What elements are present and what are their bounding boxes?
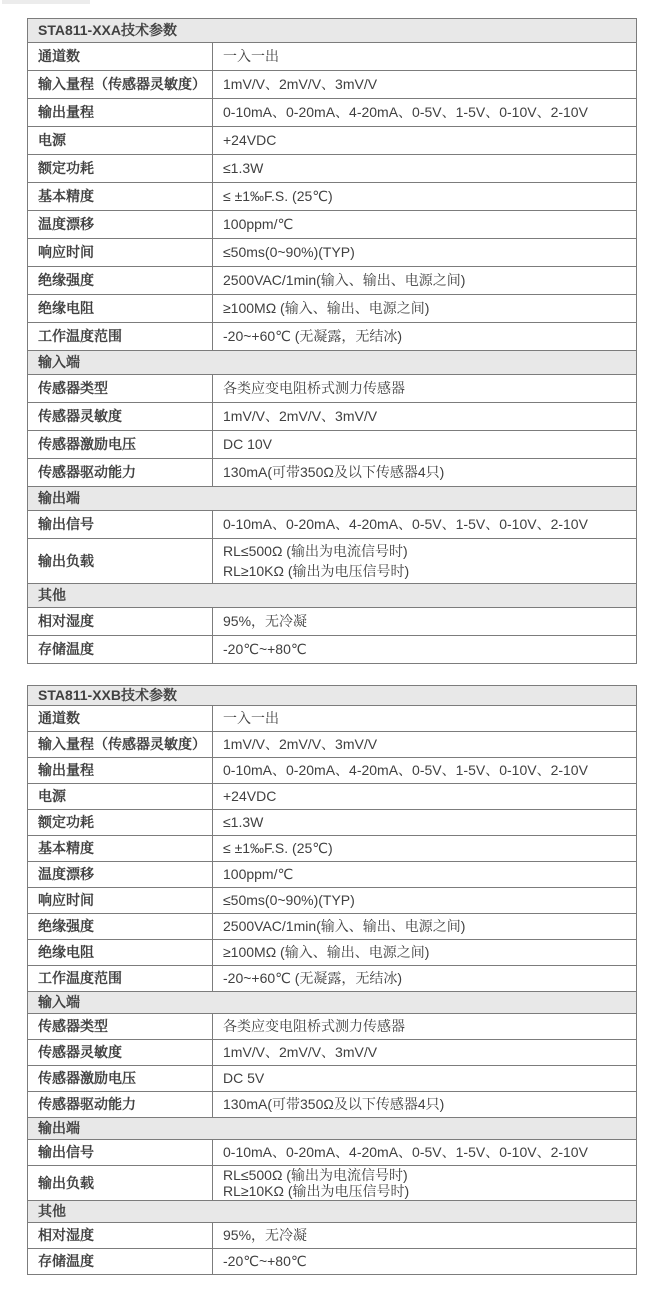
table-row bbox=[28, 686, 637, 706]
param-value bbox=[213, 862, 637, 888]
param-value bbox=[213, 1092, 637, 1118]
param-value bbox=[213, 295, 637, 323]
param-label: 通道数 bbox=[28, 706, 213, 732]
param-value bbox=[213, 1223, 637, 1249]
table-row bbox=[28, 431, 637, 459]
table-title: STA811-XXB技术参数 bbox=[28, 686, 637, 706]
param-value bbox=[213, 636, 637, 664]
param-value-line: 2500VAC/1min(输入、输出、电源之间) bbox=[223, 272, 466, 288]
param-value bbox=[213, 211, 637, 239]
param-value-line: 一入一出 bbox=[223, 710, 279, 726]
table-row bbox=[28, 1249, 637, 1275]
table-row bbox=[28, 1140, 637, 1166]
param-label: 温度漂移 bbox=[28, 211, 213, 239]
param-label: 绝缘电阻 bbox=[28, 940, 213, 966]
param-value-line: RL≥10KΩ (输出为电压信号时) bbox=[223, 1183, 410, 1199]
table-row bbox=[28, 19, 637, 43]
param-value bbox=[213, 888, 637, 914]
param-label: 传感器类型 bbox=[28, 375, 213, 403]
param-value-line: 100ppm/℃ bbox=[223, 216, 294, 232]
section-header: 输入端 bbox=[28, 992, 637, 1014]
table-row bbox=[28, 940, 637, 966]
section-header: 其他 bbox=[28, 584, 637, 608]
param-label: 传感器类型 bbox=[28, 1014, 213, 1040]
param-value-line: 各类应变电阻桥式测力传感器 bbox=[223, 1018, 405, 1034]
table-row bbox=[28, 99, 637, 127]
table-row bbox=[28, 1092, 637, 1118]
param-label: 存储温度 bbox=[28, 636, 213, 664]
table-row bbox=[28, 487, 637, 511]
param-value bbox=[213, 1166, 637, 1201]
table-row bbox=[28, 323, 637, 351]
table-row bbox=[28, 43, 637, 71]
table-row bbox=[28, 608, 637, 636]
param-value bbox=[213, 323, 637, 351]
param-value bbox=[213, 403, 637, 431]
param-value bbox=[213, 71, 637, 99]
table-row bbox=[28, 71, 637, 99]
table-row bbox=[28, 862, 637, 888]
param-value-line: 1mV/V、2mV/V、3mV/V bbox=[223, 408, 378, 424]
param-value-line: 0-10mA、0-20mA、4-20mA、0-5V、1-5V、0-10V、2-10V bbox=[223, 1144, 588, 1160]
param-value bbox=[213, 706, 637, 732]
param-value-line: -20~+60℃ (无凝露，无结冰) bbox=[223, 328, 403, 344]
table-row bbox=[28, 888, 637, 914]
param-value bbox=[213, 183, 637, 211]
param-value-line: 一入一出 bbox=[223, 48, 279, 64]
param-value bbox=[213, 459, 637, 487]
param-value-line: RL≥10KΩ (输出为电压信号时) bbox=[223, 563, 410, 579]
param-label: 响应时间 bbox=[28, 888, 213, 914]
param-label: 传感器灵敏度 bbox=[28, 403, 213, 431]
table-row bbox=[28, 239, 637, 267]
param-value-line: -20℃~+80℃ bbox=[223, 1253, 307, 1269]
param-value bbox=[213, 511, 637, 539]
table-row bbox=[28, 211, 637, 239]
table-row bbox=[28, 966, 637, 992]
table-row bbox=[28, 1223, 637, 1249]
table-row bbox=[28, 1014, 637, 1040]
param-label: 输出量程 bbox=[28, 99, 213, 127]
table-row bbox=[28, 295, 637, 323]
table-row bbox=[28, 375, 637, 403]
param-label: 输出负载 bbox=[28, 539, 213, 584]
param-value bbox=[213, 375, 637, 403]
param-value bbox=[213, 1014, 637, 1040]
param-value-line: 100ppm/℃ bbox=[223, 866, 294, 882]
table-row bbox=[28, 914, 637, 940]
param-label: 绝缘强度 bbox=[28, 914, 213, 940]
param-label: 传感器驱动能力 bbox=[28, 459, 213, 487]
param-value bbox=[213, 784, 637, 810]
param-value-line: 2500VAC/1min(输入、输出、电源之间) bbox=[223, 918, 466, 934]
spec-table-sta811-xxa bbox=[27, 18, 637, 664]
table-row bbox=[28, 1066, 637, 1092]
param-label: 工作温度范围 bbox=[28, 323, 213, 351]
param-value bbox=[213, 431, 637, 459]
table-row bbox=[28, 1166, 637, 1201]
param-value-line: ≤ ±1‰F.S. (25℃) bbox=[223, 840, 333, 856]
param-label: 电源 bbox=[28, 127, 213, 155]
param-label: 工作温度范围 bbox=[28, 966, 213, 992]
param-value-line: 130mA(可带350Ω及以下传感器4只) bbox=[223, 464, 445, 480]
param-value bbox=[213, 1140, 637, 1166]
table-row bbox=[28, 758, 637, 784]
param-value bbox=[213, 758, 637, 784]
param-value-line: 1mV/V、2mV/V、3mV/V bbox=[223, 736, 378, 752]
table-row bbox=[28, 992, 637, 1014]
param-value bbox=[213, 127, 637, 155]
table-row bbox=[28, 810, 637, 836]
param-value-line: ≤1.3W bbox=[223, 160, 264, 176]
param-value-line: +24VDC bbox=[223, 788, 277, 804]
spec-table-sta811-xxb bbox=[27, 685, 637, 1275]
table-row bbox=[28, 511, 637, 539]
param-label: 绝缘电阻 bbox=[28, 295, 213, 323]
table-row bbox=[28, 1201, 637, 1223]
param-value bbox=[213, 836, 637, 862]
param-value bbox=[213, 155, 637, 183]
param-label: 通道数 bbox=[28, 43, 213, 71]
table-row bbox=[28, 539, 637, 584]
param-value-line: -20~+60℃ (无凝露，无结冰) bbox=[223, 970, 403, 986]
param-value bbox=[213, 810, 637, 836]
param-value bbox=[213, 914, 637, 940]
param-label: 电源 bbox=[28, 784, 213, 810]
param-label: 传感器激励电压 bbox=[28, 431, 213, 459]
table-row bbox=[28, 1040, 637, 1066]
param-value-line: 各类应变电阻桥式测力传感器 bbox=[223, 380, 405, 396]
param-value bbox=[213, 539, 637, 584]
param-value-line: RL≤500Ω (输出为电流信号时) bbox=[223, 1167, 408, 1183]
param-value bbox=[213, 239, 637, 267]
param-value bbox=[213, 267, 637, 295]
param-value bbox=[213, 1040, 637, 1066]
param-value bbox=[213, 1249, 637, 1275]
param-label: 传感器驱动能力 bbox=[28, 1092, 213, 1118]
param-value-line: 130mA(可带350Ω及以下传感器4只) bbox=[223, 1096, 445, 1112]
param-label: 传感器灵敏度 bbox=[28, 1040, 213, 1066]
param-value-line: 0-10mA、0-20mA、4-20mA、0-5V、1-5V、0-10V、2-10V bbox=[223, 104, 588, 120]
param-label: 输入量程（传感器灵敏度） bbox=[28, 71, 213, 99]
param-label: 相对湿度 bbox=[28, 1223, 213, 1249]
param-label: 基本精度 bbox=[28, 183, 213, 211]
param-label: 额定功耗 bbox=[28, 155, 213, 183]
param-value bbox=[213, 608, 637, 636]
table-row bbox=[28, 351, 637, 375]
param-value-line: 0-10mA、0-20mA、4-20mA、0-5V、1-5V、0-10V、2-10V bbox=[223, 762, 588, 778]
param-value-line: +24VDC bbox=[223, 132, 277, 148]
table-row bbox=[28, 183, 637, 211]
param-label: 输入量程（传感器灵敏度） bbox=[28, 732, 213, 758]
param-label: 绝缘强度 bbox=[28, 267, 213, 295]
table-title: STA811-XXA技术参数 bbox=[28, 19, 637, 43]
param-value-line: 95%，无冷凝 bbox=[223, 1227, 308, 1243]
page-top-artifact bbox=[2, 0, 90, 4]
table-row bbox=[28, 127, 637, 155]
param-value-line: ≤50ms(0~90%)(TYP) bbox=[223, 892, 355, 908]
section-header: 其他 bbox=[28, 1201, 637, 1223]
table-row bbox=[28, 403, 637, 431]
table-row bbox=[28, 459, 637, 487]
param-value-line: 1mV/V、2mV/V、3mV/V bbox=[223, 76, 378, 92]
table-row bbox=[28, 732, 637, 758]
param-value-line: ≤ ±1‰F.S. (25℃) bbox=[223, 188, 333, 204]
param-label: 基本精度 bbox=[28, 836, 213, 862]
table-row bbox=[28, 706, 637, 732]
param-label: 输出负载 bbox=[28, 1166, 213, 1201]
param-label: 相对湿度 bbox=[28, 608, 213, 636]
param-value-line: ≤50ms(0~90%)(TYP) bbox=[223, 244, 355, 260]
section-header: 输出端 bbox=[28, 487, 637, 511]
param-label: 响应时间 bbox=[28, 239, 213, 267]
param-value-line: -20℃~+80℃ bbox=[223, 641, 307, 657]
param-value-line: DC 10V bbox=[223, 436, 273, 452]
table-row bbox=[28, 1118, 637, 1140]
table-row bbox=[28, 267, 637, 295]
param-value bbox=[213, 732, 637, 758]
table-row bbox=[28, 584, 637, 608]
param-label: 传感器激励电压 bbox=[28, 1066, 213, 1092]
table-row bbox=[28, 836, 637, 862]
param-value bbox=[213, 99, 637, 127]
param-value-line: ≥100MΩ (输入、输出、电源之间) bbox=[223, 300, 430, 316]
table-row bbox=[28, 636, 637, 664]
section-header: 输入端 bbox=[28, 351, 637, 375]
param-label: 输出量程 bbox=[28, 758, 213, 784]
spec-tables bbox=[27, 18, 637, 1275]
param-value-line: 95%，无冷凝 bbox=[223, 613, 308, 629]
param-label: 额定功耗 bbox=[28, 810, 213, 836]
param-value bbox=[213, 43, 637, 71]
param-value-line: 1mV/V、2mV/V、3mV/V bbox=[223, 1044, 378, 1060]
param-value-line: ≥100MΩ (输入、输出、电源之间) bbox=[223, 944, 430, 960]
param-label: 输出信号 bbox=[28, 1140, 213, 1166]
param-value-line: 0-10mA、0-20mA、4-20mA、0-5V、1-5V、0-10V、2-10V bbox=[223, 516, 588, 532]
param-label: 存储温度 bbox=[28, 1249, 213, 1275]
param-label: 温度漂移 bbox=[28, 862, 213, 888]
param-value-line: DC 5V bbox=[223, 1070, 265, 1086]
param-value bbox=[213, 1066, 637, 1092]
param-value-line: ≤1.3W bbox=[223, 814, 264, 830]
table-row bbox=[28, 155, 637, 183]
table-row bbox=[28, 784, 637, 810]
param-value bbox=[213, 940, 637, 966]
param-value-line: RL≤500Ω (输出为电流信号时) bbox=[223, 543, 408, 559]
param-value bbox=[213, 966, 637, 992]
section-header: 输出端 bbox=[28, 1118, 637, 1140]
param-label: 输出信号 bbox=[28, 511, 213, 539]
